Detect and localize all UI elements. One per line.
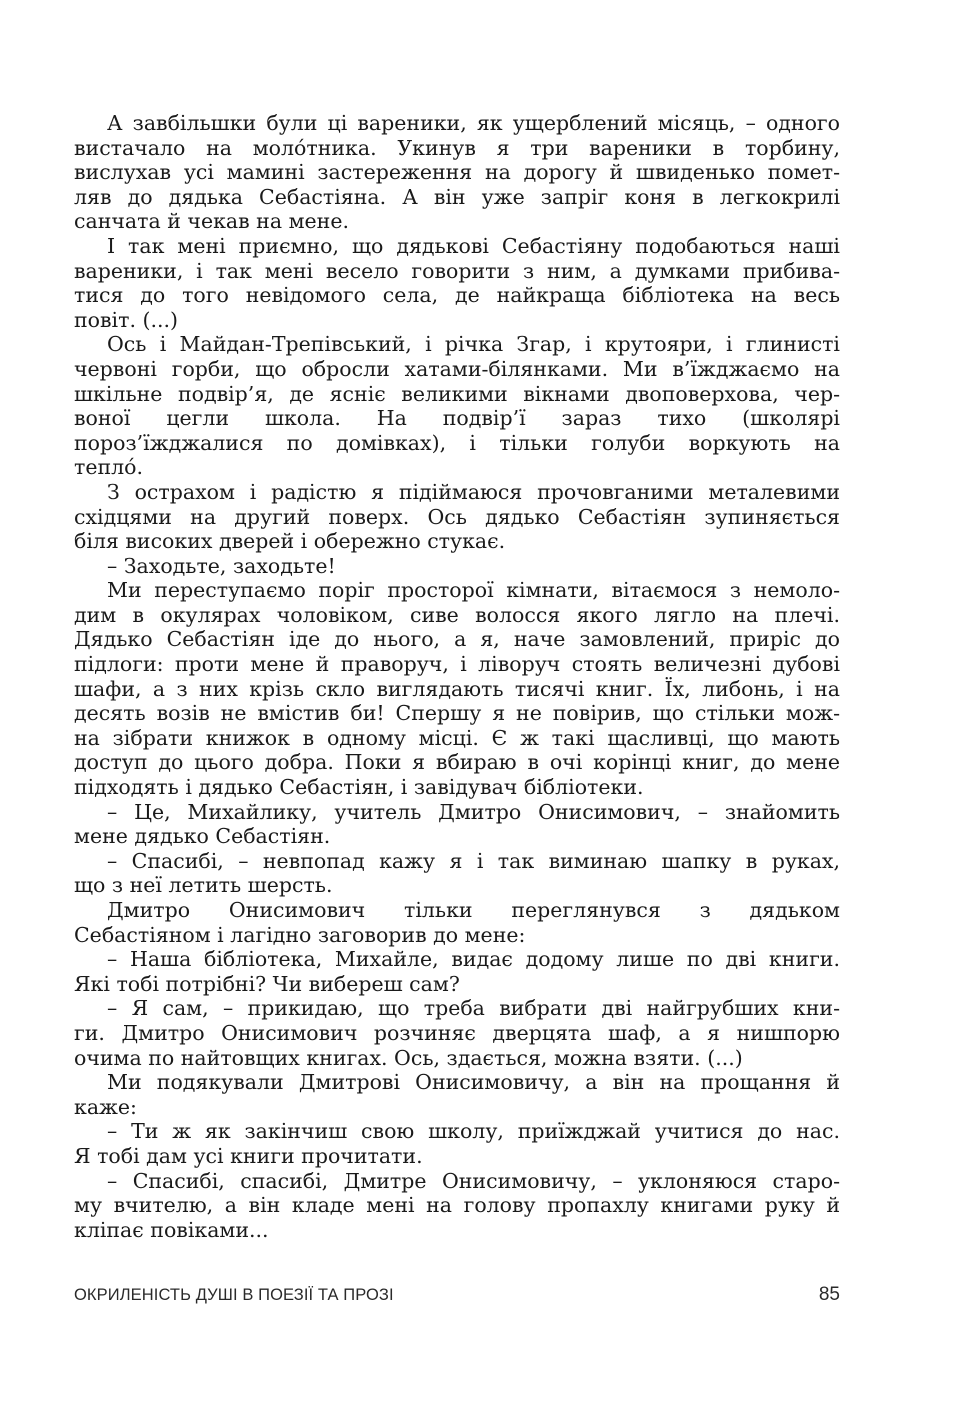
- paragraph: [74, 554, 840, 579]
- text-line: підходять і дядько Себастіян, і завідувач бібліотеки.: [74, 775, 644, 800]
- text-line: санчата й чекав на мене.: [74, 209, 349, 234]
- page-number: 85: [818, 1284, 840, 1305]
- paragraph: [74, 898, 840, 947]
- text-line: східцями на другий поверх. Ось дядько Себастіян зупиняється: [74, 504, 840, 529]
- text-line: Дядько Себастіян іде до нього, а я, наче замовлений, приріс до: [74, 627, 840, 652]
- text-line: воної цегли школа. На подвір’ї зараз тихо (школярі: [74, 406, 840, 431]
- paragraph: [74, 1119, 840, 1168]
- paragraph: [74, 849, 840, 898]
- text-line: – Заходьте, заходьте!: [107, 553, 336, 578]
- text-line: Ми переступаємо поріг просторої кімнати, вітаємося з немоло-: [107, 578, 840, 603]
- text-line: вислухав усі мамині застереження на дорогу й швиденько помет-: [74, 160, 840, 185]
- prose-text: [74, 111, 840, 1242]
- text-line: – Наша бібліотека, Михайле, видає додому лише по дві книги.: [107, 947, 840, 972]
- text-line: пороз’їжджалися по домівках), і тільки голуби воркують на: [74, 430, 840, 455]
- text-line: шафи, а з них крізь скло виглядають тисячі книг. Їх, либонь, і на: [74, 676, 840, 701]
- text-line: повіт. (...): [74, 307, 179, 332]
- paragraph: [74, 947, 840, 996]
- text-line: на зібрати книжок в одному місці. Є ж такі щасливці, що мають: [74, 725, 840, 750]
- text-line: червоні горби, що обросли хатами-білянками. Ми в’їжджаємо на: [74, 356, 840, 381]
- running-title: ОКРИЛЕНІСТЬ ДУШІ В ПОЕЗІЇ ТА ПРОЗІ: [74, 1286, 394, 1304]
- text-line: З острахом і радістю я підіймаюся прочовганими металевими: [107, 479, 840, 504]
- text-line: підлоги: проти мене й праворуч, і ліворуч стоять величезні дубові: [74, 652, 840, 677]
- text-line: дим в окулярах чоловіком, сиве волосся якого лягло на плечі.: [74, 602, 840, 627]
- text-line: – Спасибі, спасибі, Дмитре Онисимовичу, – уклоняюся старо-: [107, 1168, 840, 1193]
- text-line: Я тобі дам усі книги прочитати.: [74, 1143, 423, 1168]
- text-line: очима по найтовщих книгах. Ось, здається, можна взяти. (...): [74, 1045, 743, 1070]
- text-line: Ось і Майдан-Трепівський, і річка Згар, і крутояри, і глинисті: [107, 332, 840, 357]
- text-line: мене дядько Себастіян.: [74, 824, 331, 849]
- text-line: кліпає повіками...: [74, 1217, 269, 1242]
- text-line: ляв до дядька Себастіяна. А він уже запріг коня в легкокрилі: [74, 184, 840, 209]
- text-line: Ми подякували Дмитрові Онисимовичу, а він на прощання й: [107, 1070, 840, 1095]
- text-line: тепло́.: [74, 455, 144, 480]
- text-line: вареники, і так мені весело говорити з ним, а думками прибива-: [74, 258, 840, 283]
- page-footer: [74, 1284, 840, 1310]
- text-line: І так мені приємно, що дядькові Себастіяну подобаються наші: [107, 233, 840, 258]
- text-line: тися до того невідомого села, де найкраща бібліотека на весь: [74, 283, 840, 308]
- text-line: – Я сам, – прикидаю, що треба вибрати дві найгрубших кни-: [107, 996, 840, 1021]
- text-line: Які тобі потрібні? Чи вибереш сам?: [74, 971, 460, 996]
- text-line: Дмитро Онисимович тільки переглянувся з дядьком: [107, 898, 840, 922]
- text-line: доступ до цього добра. Поки я вбираю в очі корінці книг, до мене: [74, 750, 840, 775]
- text-line: шкільне подвір’я, де ясніє великими вікнами двоповерхова, чер-: [74, 381, 840, 406]
- text-line: А завбільшки були ці вареники, як ущерблений місяць, – одного: [107, 111, 840, 135]
- text-line: му вчителю, а він кладе мені на голову пропахлу книгами руку й: [74, 1193, 840, 1218]
- paragraph: [74, 111, 840, 234]
- paragraph: [74, 480, 840, 554]
- paragraph: [74, 234, 840, 332]
- text-line: – Ти ж як закінчиш свою школу, приїжджай учитися до нас.: [107, 1119, 840, 1144]
- text-line: Себастіяном і лагідно заговорив до мене:: [74, 922, 526, 947]
- text-line: вистачало на моло́тника. Укинув я три вареники в торбину,: [74, 135, 840, 160]
- text-line: що з неї летить шерсть.: [74, 873, 333, 898]
- text-line: – Це, Михайлику, учитель Дмитро Онисимович, – знайомить: [107, 799, 840, 824]
- text-line: біля високих дверей і обережно стукає.: [74, 529, 506, 554]
- text-line: каже:: [74, 1094, 137, 1119]
- text-line: – Спасибі, – невпопад кажу я і так виминаю шапку в руках,: [107, 848, 840, 873]
- paragraph: [74, 996, 840, 1070]
- paragraph: [74, 1070, 840, 1119]
- paragraph: [74, 800, 840, 849]
- text-line: десять возів не вмістив би! Спершу я не повірив, що стільки мож-: [74, 701, 840, 726]
- paragraph: [74, 332, 840, 480]
- paragraph: [74, 1169, 840, 1243]
- text-line: ги. Дмитро Онисимович розчиняє дверцята шаф, а я нишпорю: [74, 1020, 840, 1045]
- paragraph: [74, 578, 840, 799]
